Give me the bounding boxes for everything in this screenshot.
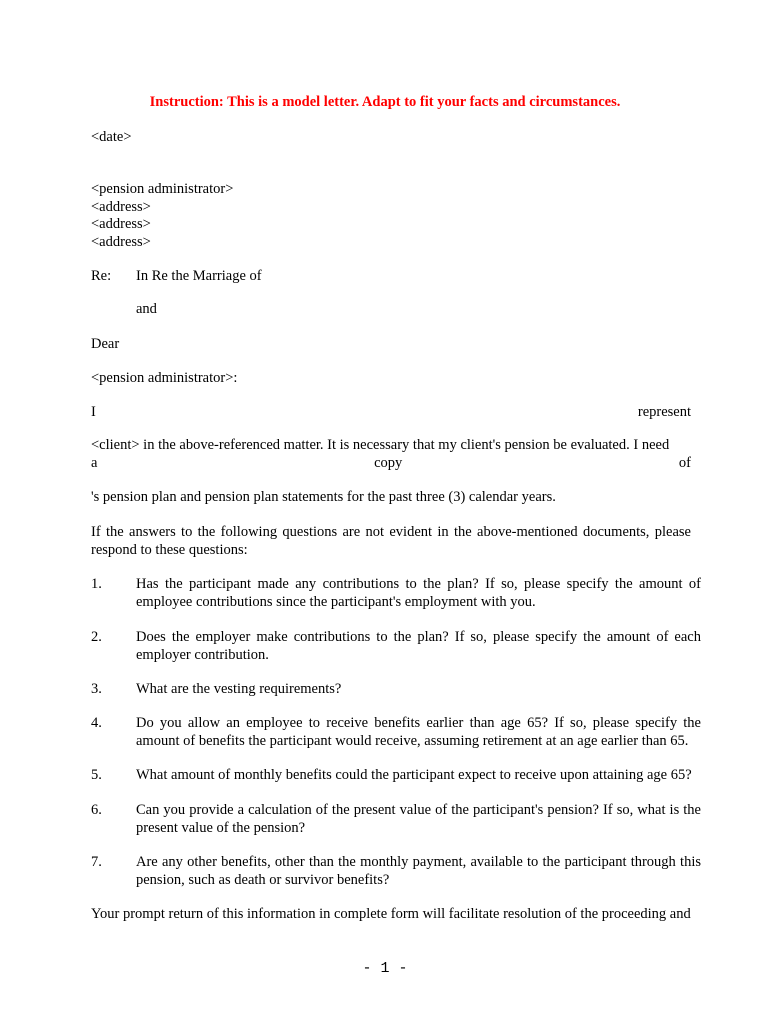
re-case-caption: In Re the Marriage of (136, 268, 262, 284)
recipient-block (91, 181, 701, 251)
questions-intro: If the answers to the following questions are not evident in the above-mentioned documents, please respond to these questions: (91, 524, 691, 558)
salutation-dear: Dear (91, 336, 120, 352)
salutation-name: <pension administrator>: (91, 370, 238, 386)
body-word: a (91, 454, 98, 471)
re-label: Re: (91, 268, 112, 284)
question-number: 6. (91, 802, 102, 818)
body-paragraph-client (91, 437, 691, 472)
page-number: - 1 - (362, 960, 408, 977)
body-word: I (91, 404, 96, 420)
date-placeholder: <date> (91, 129, 132, 145)
re-case-and: and (136, 301, 157, 317)
question-number: 5. (91, 767, 102, 783)
question-text: What are the vesting requirements? (136, 681, 342, 697)
question-number: 1. (91, 576, 102, 592)
recipient-name: <pension administrator> (91, 181, 234, 197)
question-text: Has the participant made any contributions to the plan? If so, please specify the amount of employee contributions since the participant's employment with you. (136, 576, 701, 610)
instruction-note: Instruction: This is a model letter. Adapt to fit your facts and circumstances. (149, 94, 621, 110)
body-word: copy (374, 454, 403, 471)
question-number: 3. (91, 681, 102, 697)
body-line-represent (91, 404, 691, 422)
question-number: 7. (91, 854, 102, 870)
recipient-address-line: <address> (91, 216, 151, 232)
question-number: 4. (91, 715, 102, 731)
body-line-client: <client> in the above-referenced matter. It is necessary that my client's pension be evaluated. I need (91, 437, 670, 453)
question-text: Do you allow an employee to receive benefits earlier than age 65? If so, please specify the amount of benefits the participant would receive, assuming retirement at an age earlier than 65. (136, 715, 701, 749)
body-line-copy (91, 455, 691, 473)
question-text: Does the employer make contributions to the plan? If so, please specify the amount of each employer contribution. (136, 629, 701, 663)
closing-paragraph: Your prompt return of this information in complete form will facilitate resolution of the proceeding and (91, 906, 691, 922)
body-word: of (678, 454, 691, 471)
body-line-plan: 's pension plan and pension plan statements for the past three (3) calendar years. (91, 489, 556, 505)
question-text: Can you provide a calculation of the present value of the participant's pension? If so, what is the present value of the pension? (136, 802, 701, 836)
question-text: Are any other benefits, other than the monthly payment, available to the participant through this pension, such as death or survivor benefits? (136, 854, 701, 888)
question-text: What amount of monthly benefits could the participant expect to receive upon attaining age 65? (136, 767, 692, 783)
recipient-address-line: <address> (91, 233, 151, 250)
question-number: 2. (91, 629, 102, 645)
recipient-address-line: <address> (91, 198, 151, 215)
body-word: represent (637, 404, 691, 420)
